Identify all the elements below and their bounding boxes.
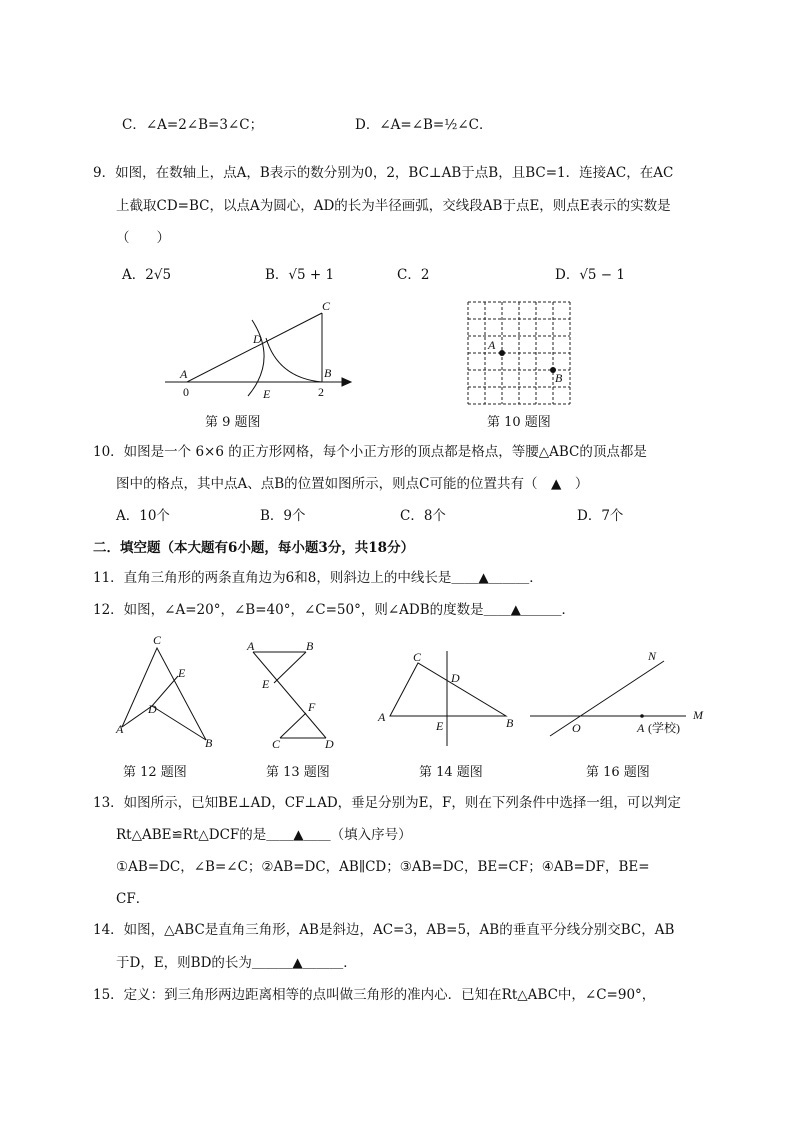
fig10-label-b: B [555,371,563,385]
q13-text-3: ①AB=DC，∠B=∠C；②AB=DC，AB∥CD；③AB=DC，BE=CF；④AB=DF，BE= [116,859,650,875]
section-2-heading: 二．填空题（本大题有6小题，每小题3分，共18分） [93,540,415,556]
q10-text-1: 10．如图是一个 6×6 的正方形网格，每个小正方形的顶点都是格点，等腰△ABC的顶点都是 [93,444,647,460]
figure-10-grid [468,302,570,404]
fig16-label-m: M [693,708,703,722]
fig12-label-c: C [153,633,162,647]
fig14-label-b: B [506,716,514,730]
fig9-label-d: D [253,332,262,346]
fig12-label-b: B [205,736,213,750]
fig13-label-f: F [308,700,316,714]
q10-option-a: A．10个 [116,508,170,524]
fig16-label-o: O [572,721,581,735]
fig14-label-e: E [436,719,444,733]
fig12-label-d: D [148,702,157,716]
q8-option-c: C．∠A=2∠B=3∠C； [122,117,264,133]
q13-text-2: Rt△ABE≌Rt△DCF的是＿＿▲＿＿（填入序号） [116,827,412,843]
fig16-label-school: (学校) [648,721,680,735]
fig12-label-e: E [178,666,186,680]
fig12-label-a: A [116,722,124,736]
fig9-label-e: E [263,387,271,401]
q11-text: 11．直角三角形的两条直角边为6和8，则斜边上的中线长是＿＿▲＿＿＿． [93,570,543,586]
fig13-caption: 第 13 题图 [266,765,330,780]
q10-text-2: 图中的格点，其中点A、点B的位置如图所示，则点C可能的位置共有（ ▲ ） [116,476,589,492]
fig14-label-c: C [413,650,422,664]
q9-option-c: C．2 [397,267,430,283]
q9-text-1: 9．如图，在数轴上，点A，B表示的数分别为0，2，BC⊥AB于点B，且BC=1．连接AC，在AC [93,165,674,181]
q14-text-2: 于D，E，则BD的长为＿＿＿▲＿＿＿． [116,955,357,971]
q9-text-3: （ ） [116,230,170,246]
fig9-label-a: A [180,367,188,381]
figure-13 [253,652,326,738]
fig13-label-a: A [247,639,255,653]
figure-9 [165,313,351,396]
fig12-caption: 第 12 题图 [123,765,187,780]
figure-12 [122,648,206,740]
q10-option-b: B．9个 [260,508,306,524]
fig13-label-c: C [272,737,281,751]
q9-option-b: B．√5 + 1 [265,267,335,283]
fig16-point-a [640,714,644,718]
fig9-label-c: C [322,299,331,313]
q8-option-d: D．∠A=∠B=½∠C． [355,117,493,133]
q13-text-1: 13．如图所示，已知BE⊥AD，CF⊥AD，垂足分别为E，F，则在下列条件中选择一组，可以判定 [93,795,681,811]
q10-option-d: D．7个 [577,508,624,524]
figure-14 [390,651,506,746]
fig9-label-zero: 0 [183,385,189,399]
q13-text-4: CF． [116,891,150,907]
fig10-caption: 第 10 题图 [487,415,551,430]
fig14-label-a: A [378,710,386,724]
q9-text-2: 上截取CD=BC，以点A为圆心，AD的长为半径画弧，交线段AB于点E，则点E表示的实数是 [116,198,671,214]
fig10-label-a: A [488,338,496,352]
q15-text-1: 15．定义：到三角形两边距离相等的点叫做三角形的准内心．已知在Rt△ABC中，∠C=90°， [93,987,656,1003]
fig9-label-b: B [324,366,332,380]
fig14-caption: 第 14 题图 [419,765,483,780]
fig13-label-b: B [306,639,314,653]
q12-text: 12．如图，∠A=20°，∠B=40°，∠C=50°，则∠ADB的度数是＿＿▲＿＿＿． [93,602,576,618]
fig14-label-d: D [451,671,460,685]
fig9-caption: 第 9 题图 [205,415,261,430]
fig16-label-n: N [648,649,657,663]
q10-option-c: C．8个 [400,508,446,524]
q14-text-1: 14．如图，△ABC是直角三角形，AB是斜边，AC=3，AB=5，AB的垂直平分线分别交BC，AB [93,922,675,938]
fig16-label-a: A [637,721,645,735]
fig9-label-two: 2 [318,385,324,399]
fig13-label-d: D [325,737,334,751]
fig10-point-a [499,350,505,356]
fig13-label-e: E [262,677,270,691]
q9-option-a: A．2√5 [122,267,172,283]
fig16-caption: 第 16 题图 [586,765,650,780]
q9-option-d: D．√5 − 1 [555,267,625,283]
